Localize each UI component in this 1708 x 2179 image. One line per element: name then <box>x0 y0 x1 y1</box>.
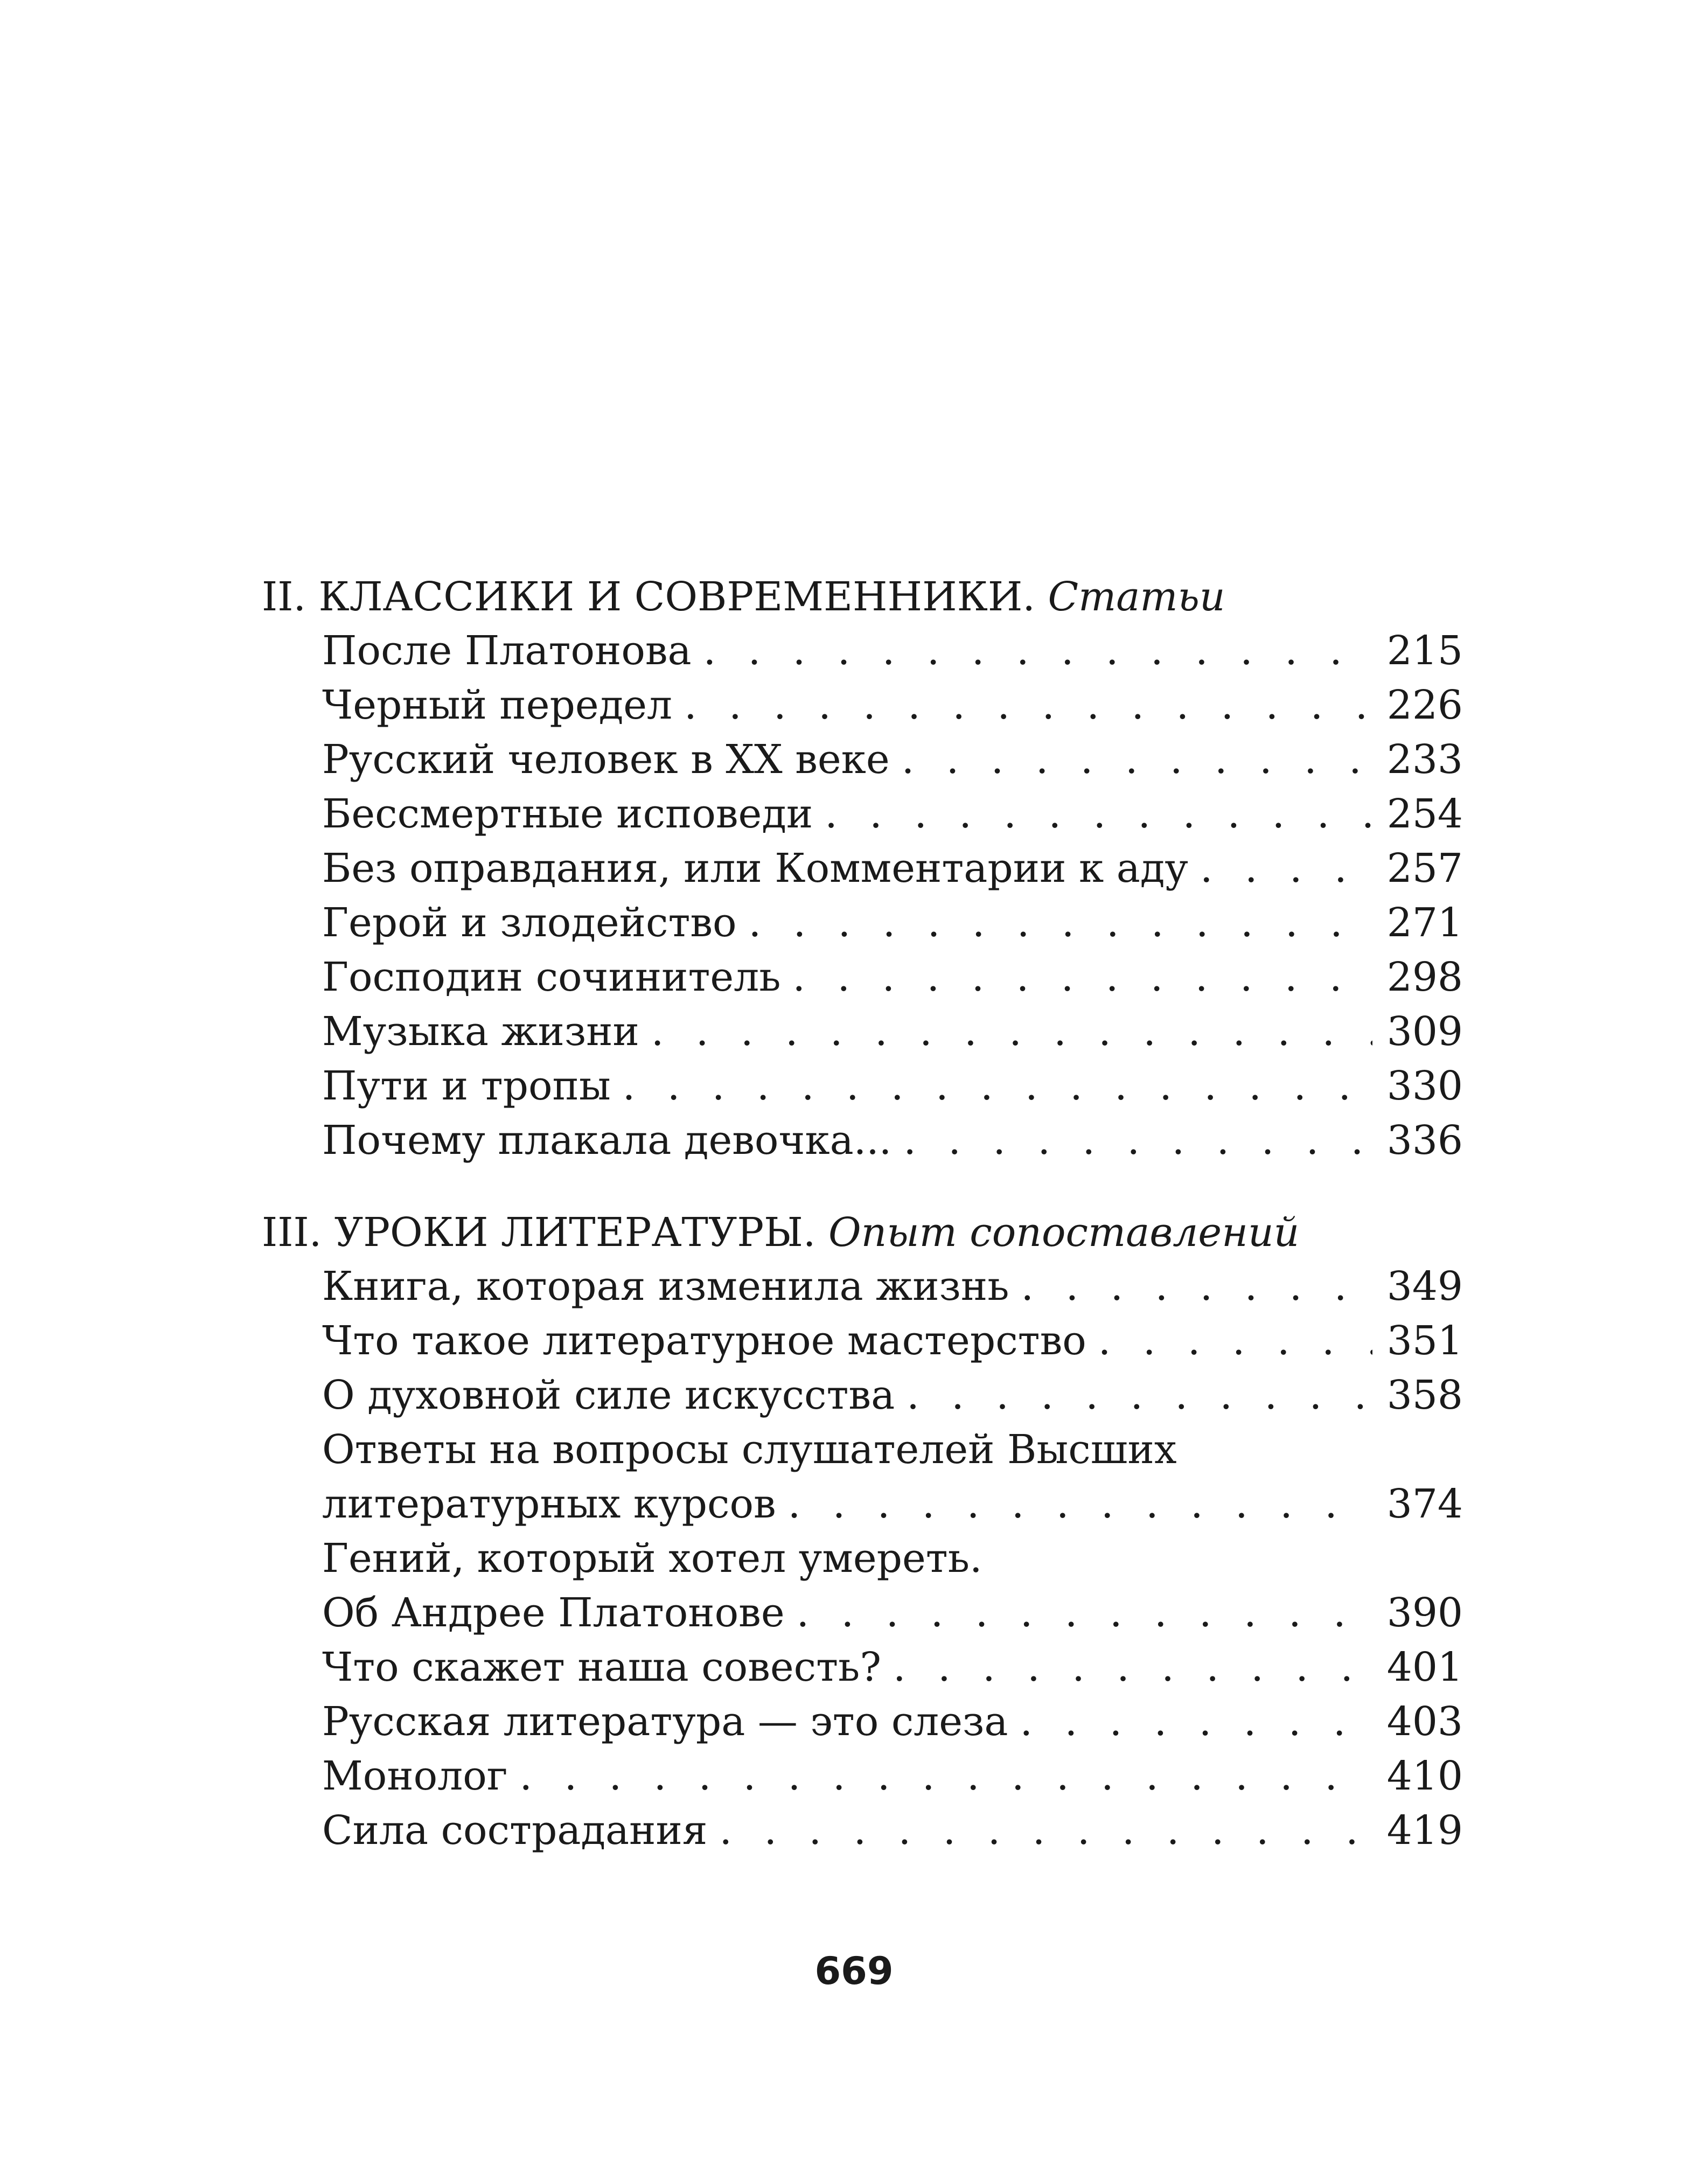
section-number: II. <box>262 574 306 620</box>
toc-entry[interactable] <box>322 1749 1463 1804</box>
entry-title-first-line: Ответы на вопросы слушателей Высших <box>322 1426 1177 1473</box>
section-subtitle: Опыт сопоставлений <box>828 1209 1300 1256</box>
toc-entry[interactable] <box>322 1059 1463 1113</box>
leader-dots <box>825 787 1372 841</box>
entry-title: Русский человек в XX веке <box>322 736 890 783</box>
entry-title: Музыка жизни <box>322 1008 639 1055</box>
page-number: 669 <box>814 1949 894 1993</box>
entry-page: 254 <box>1386 791 1463 837</box>
toc-entry[interactable] <box>322 733 1463 787</box>
entry-title: Без оправдания, или Комментарии к аду <box>322 845 1188 892</box>
leader-dots <box>903 1113 1372 1168</box>
entry-title: Об Андрее Платонове <box>322 1590 785 1636</box>
entry-title: Пути и тропы <box>322 1063 611 1109</box>
toc-entry[interactable] <box>322 841 1463 896</box>
leader-dots <box>793 950 1372 1005</box>
toc-entry[interactable] <box>322 950 1463 1005</box>
entry-page: 257 <box>1386 845 1463 892</box>
leader-dots <box>703 624 1372 678</box>
toc-entry[interactable] <box>322 1804 1463 1858</box>
toc-entry[interactable] <box>322 787 1463 841</box>
entry-page: 419 <box>1386 1807 1463 1854</box>
toc-entry[interactable] <box>322 1005 1463 1059</box>
entry-title: Что скажет наша совесть? <box>322 1644 882 1690</box>
entry-title: Русская литература — это слеза <box>322 1698 1008 1745</box>
entry-page: 374 <box>1386 1481 1463 1527</box>
entry-title: литературных курсов <box>322 1481 776 1527</box>
section-title: УРОКИ ЛИТЕРАТУРЫ. <box>334 1209 816 1256</box>
entry-title: Бессмертные исповеди <box>322 791 813 837</box>
entry-page: 330 <box>1386 1063 1463 1109</box>
entry-title: Почему плакала девочка... <box>322 1117 892 1164</box>
toc-entry[interactable] <box>322 1477 1463 1531</box>
entry-page: 390 <box>1386 1590 1463 1636</box>
toc-entry[interactable] <box>322 624 1463 678</box>
toc-entry[interactable] <box>322 678 1463 733</box>
entry-title: Монолог <box>322 1753 508 1799</box>
entry-page: 271 <box>1386 900 1463 946</box>
entry-page: 336 <box>1386 1117 1463 1164</box>
leader-dots <box>907 1368 1372 1423</box>
leader-dots <box>623 1059 1372 1113</box>
entry-page: 298 <box>1386 954 1463 1000</box>
toc-entry[interactable] <box>322 1314 1463 1368</box>
toc-entry[interactable] <box>322 1113 1463 1168</box>
entry-title: Черный передел <box>322 682 673 728</box>
entry-title: Герой и злодейство <box>322 900 737 946</box>
entry-page: 403 <box>1386 1698 1463 1745</box>
leader-dots <box>788 1477 1372 1531</box>
entry-title: Сила сострадания <box>322 1807 708 1854</box>
toc-entry[interactable] <box>322 1640 1463 1695</box>
toc-entry[interactable] <box>322 1695 1463 1749</box>
entry-title: После Платонова <box>322 628 692 674</box>
section-heading-ii <box>262 570 1225 624</box>
entry-page: 358 <box>1386 1372 1463 1418</box>
leader-dots <box>1098 1314 1372 1368</box>
leader-dots <box>651 1005 1372 1059</box>
leader-dots <box>902 733 1372 787</box>
section-subtitle: Статьи <box>1048 574 1225 620</box>
toc-entry[interactable] <box>322 1368 1463 1423</box>
leader-dots <box>1021 1259 1372 1314</box>
leader-dots <box>520 1749 1372 1804</box>
entry-page: 410 <box>1386 1753 1463 1799</box>
entry-title: Книга, которая изменила жизнь <box>322 1263 1009 1310</box>
entry-page: 215 <box>1386 628 1463 674</box>
leader-dots <box>719 1804 1372 1858</box>
entry-page: 309 <box>1386 1008 1463 1055</box>
entry-title-first-line: Гений, который хотел умереть. <box>322 1535 982 1582</box>
entry-page: 226 <box>1386 682 1463 728</box>
entry-page: 233 <box>1386 736 1463 783</box>
toc-entry[interactable] <box>322 896 1463 950</box>
entry-title: Господин сочинитель <box>322 954 781 1000</box>
leader-dots <box>797 1586 1372 1640</box>
leader-dots <box>749 896 1372 950</box>
toc-entry[interactable] <box>322 1586 1463 1640</box>
leader-dots <box>1200 841 1372 896</box>
section-title: КЛАССИКИ И СОВРЕМЕННИКИ. <box>318 574 1035 620</box>
entry-page: 351 <box>1386 1318 1463 1364</box>
entry-title: Что такое литературное мастерство <box>322 1318 1086 1364</box>
section-heading-iii <box>262 1206 1299 1259</box>
entry-page: 349 <box>1386 1263 1463 1310</box>
entry-page: 401 <box>1386 1644 1463 1690</box>
leader-dots <box>893 1640 1372 1695</box>
leader-dots <box>684 678 1372 733</box>
leader-dots <box>1020 1695 1372 1749</box>
toc-entry[interactable] <box>322 1259 1463 1314</box>
entry-title: О духовной силе искусства <box>322 1372 895 1418</box>
section-number: III. <box>262 1209 322 1256</box>
